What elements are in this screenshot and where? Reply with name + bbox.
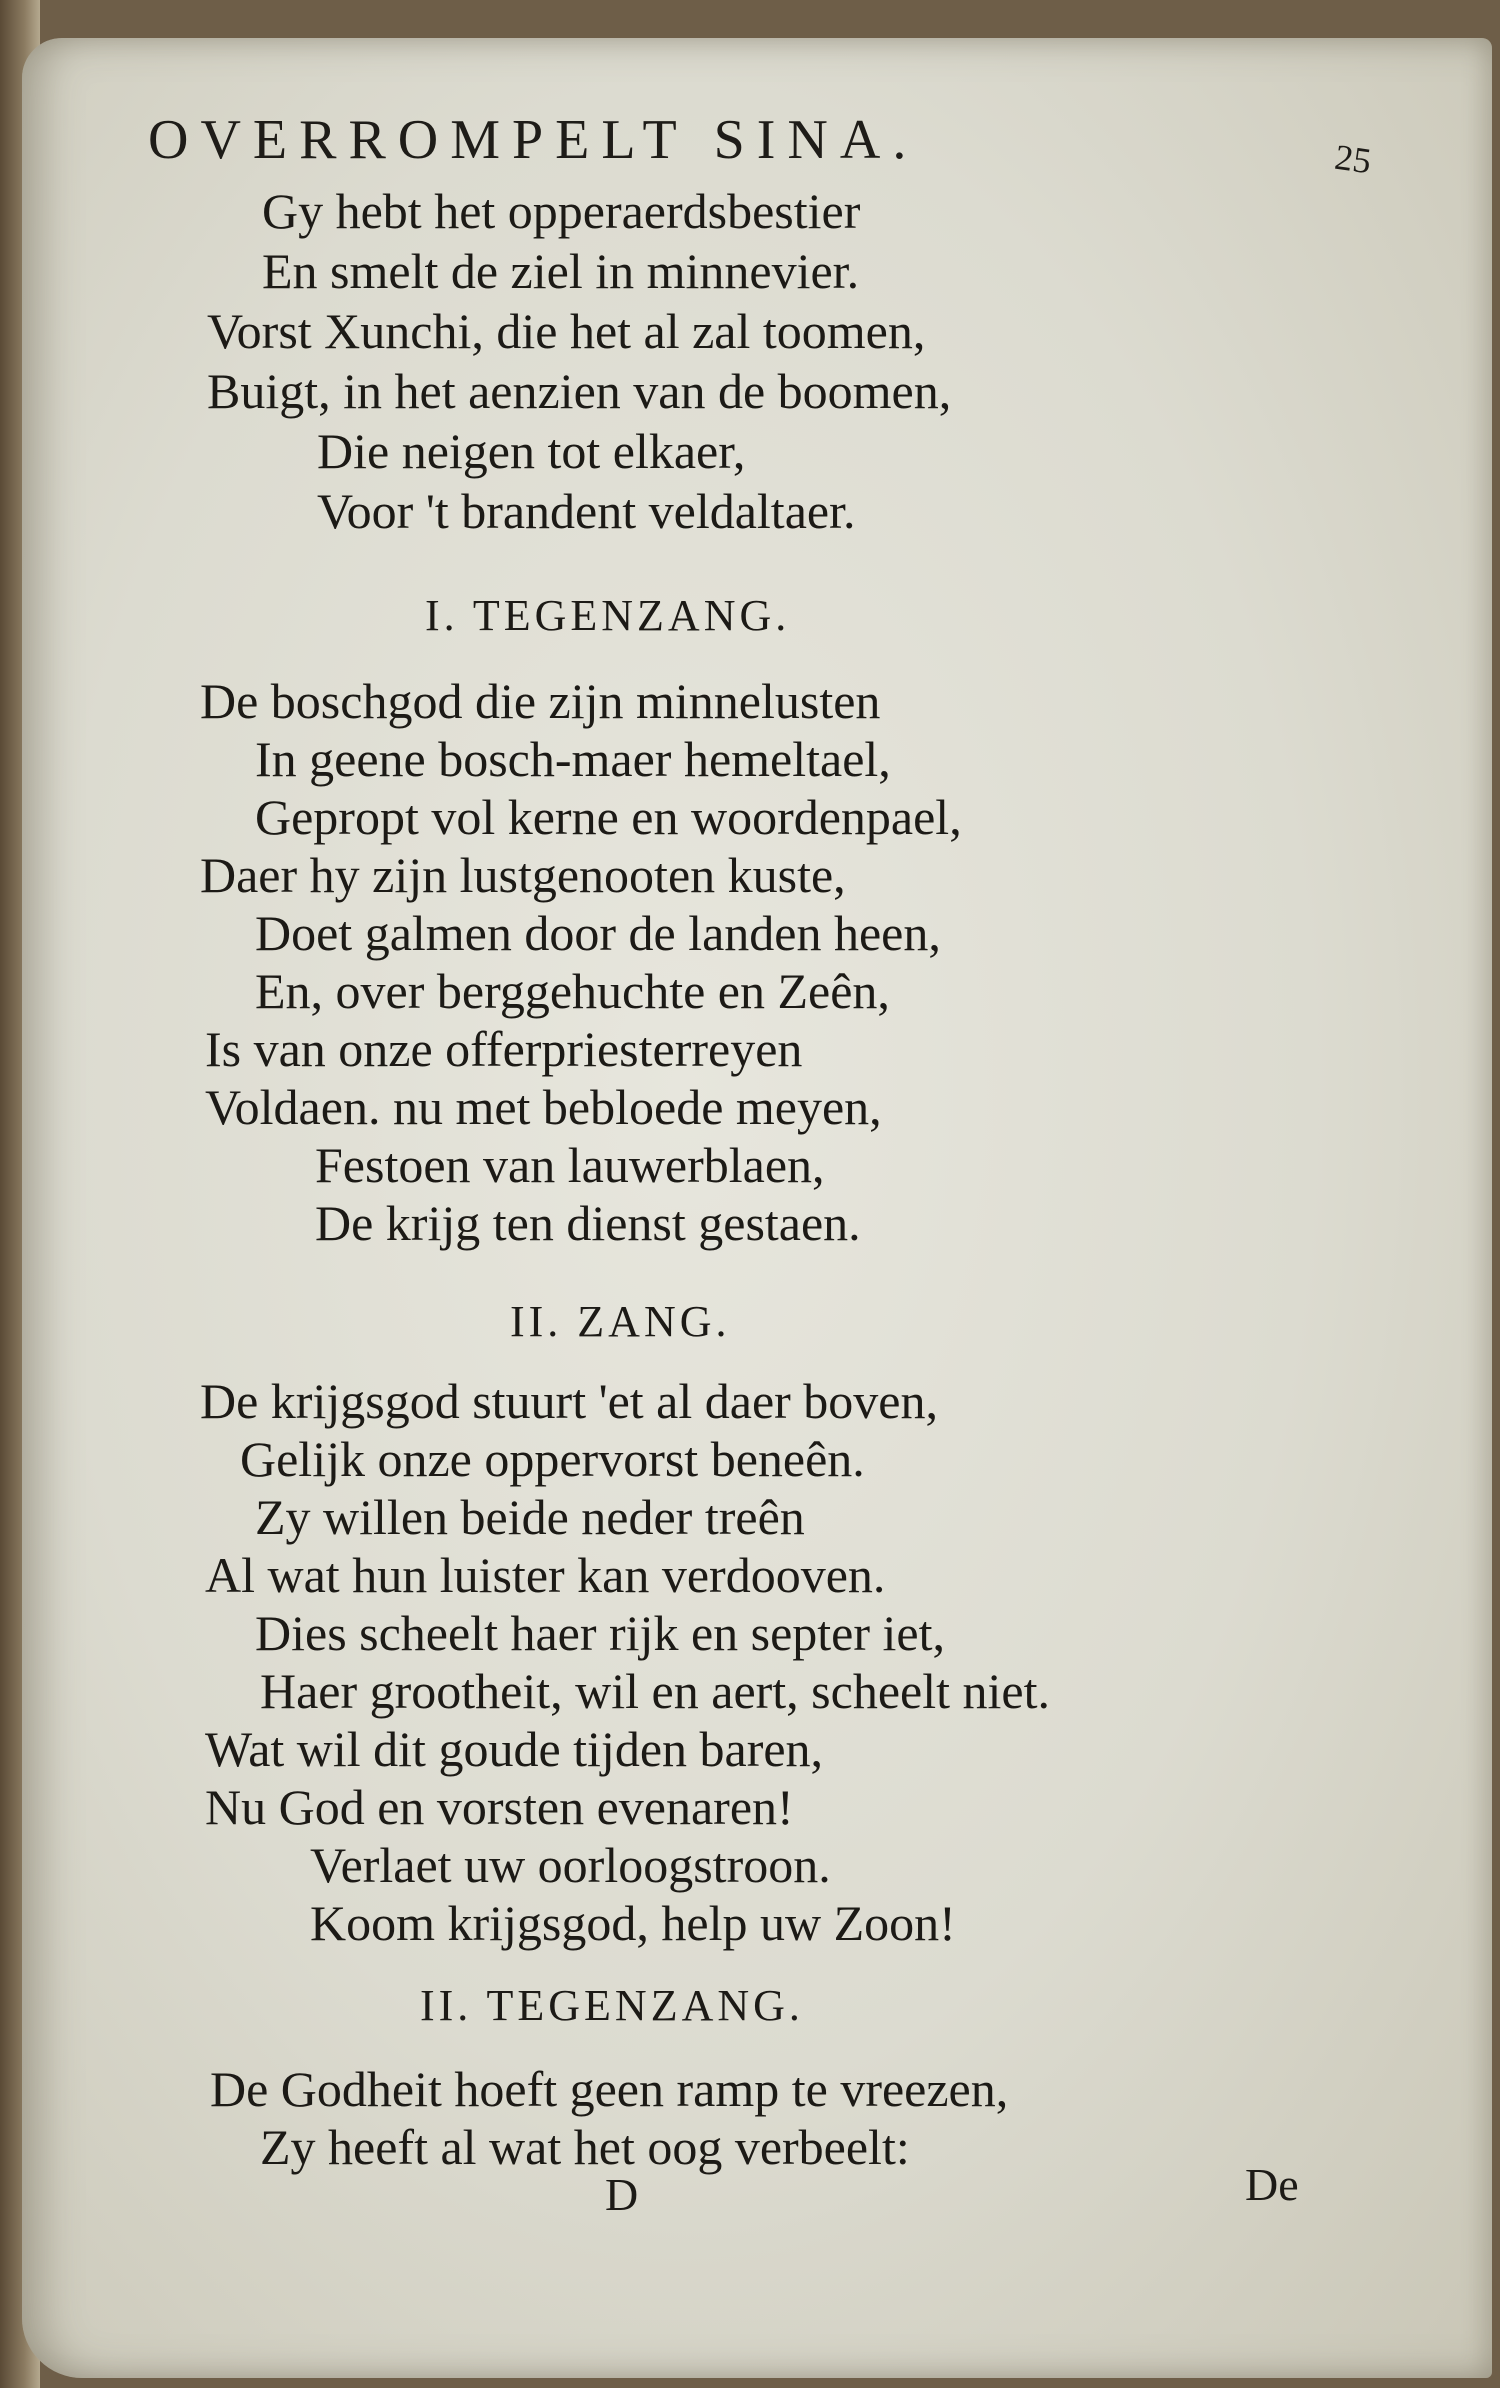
verse-line: Nu God en vorsten evenaren!	[205, 1779, 794, 1835]
verse-line: Dies scheelt haer rijk en septer iet,	[255, 1605, 945, 1661]
verse-line: Voor 't brandent veldaltaer.	[317, 483, 856, 539]
verse-line: Is van onze offerpriesterreyen	[205, 1021, 803, 1077]
verse-line: Gy hebt het opperaerdsbestier	[262, 183, 861, 239]
verse-line: In geene bosch-maer hemeltael,	[255, 731, 891, 787]
verse-line: Zy heeft al wat het oog verbeelt:	[260, 2119, 910, 2175]
verse-line: En smelt de ziel in minnevier.	[262, 243, 860, 299]
signature-mark: D	[605, 2169, 639, 2220]
verse-line: Buigt, in het aenzien van de boomen,	[207, 363, 952, 419]
verse-line: Gepropt vol kerne en woordenpael,	[255, 789, 962, 845]
verse-line: Festoen van lauwerblaen,	[315, 1137, 825, 1193]
verse-line: Gelijk onze oppervorst beneên.	[240, 1431, 865, 1487]
catchword: De	[1245, 2159, 1299, 2210]
verse-line: Die neigen tot elkaer,	[317, 423, 746, 479]
verse-line: De krijgsgod stuurt 'et al daer boven,	[200, 1373, 938, 1429]
section-heading: II. TEGENZANG.	[420, 1981, 804, 2030]
verse-line: Daer hy zijn lustgenooten kuste,	[200, 847, 846, 903]
verse-line: Vorst Xunchi, die het al zal toomen,	[207, 303, 926, 359]
verse-line: Voldaen. nu met bebloede meyen,	[205, 1079, 882, 1135]
verse-line: De Godheit hoeft geen ramp te vreezen,	[210, 2061, 1009, 2117]
verse-line: Haer grootheit, wil en aert, scheelt niet.	[260, 1663, 1050, 1719]
verse-line: En, over berggehuchte en Zeên,	[255, 963, 890, 1019]
section-heading: II. ZANG.	[510, 1297, 731, 1346]
verse-line: Doet galmen door de landen heen,	[255, 905, 941, 961]
running-head: OVERROMPELT SINA.	[148, 109, 919, 171]
verse-line: De boschgod die zijn minnelusten	[200, 673, 881, 729]
section-heading: I. TEGENZANG.	[425, 591, 791, 640]
verse-line: Wat wil dit goude tijden baren,	[205, 1721, 824, 1777]
verse-line: Verlaet uw oorloogstroon.	[310, 1837, 831, 1893]
verse-line: De krijg ten dienst gestaen.	[315, 1195, 861, 1251]
verse-line: Zy willen beide neder treên	[255, 1489, 805, 1545]
page-number: 25	[1332, 136, 1374, 182]
verse-line: Al wat hun luister kan verdooven.	[205, 1547, 886, 1603]
verse-line: Koom krijgsgod, help uw Zoon!	[310, 1895, 956, 1951]
